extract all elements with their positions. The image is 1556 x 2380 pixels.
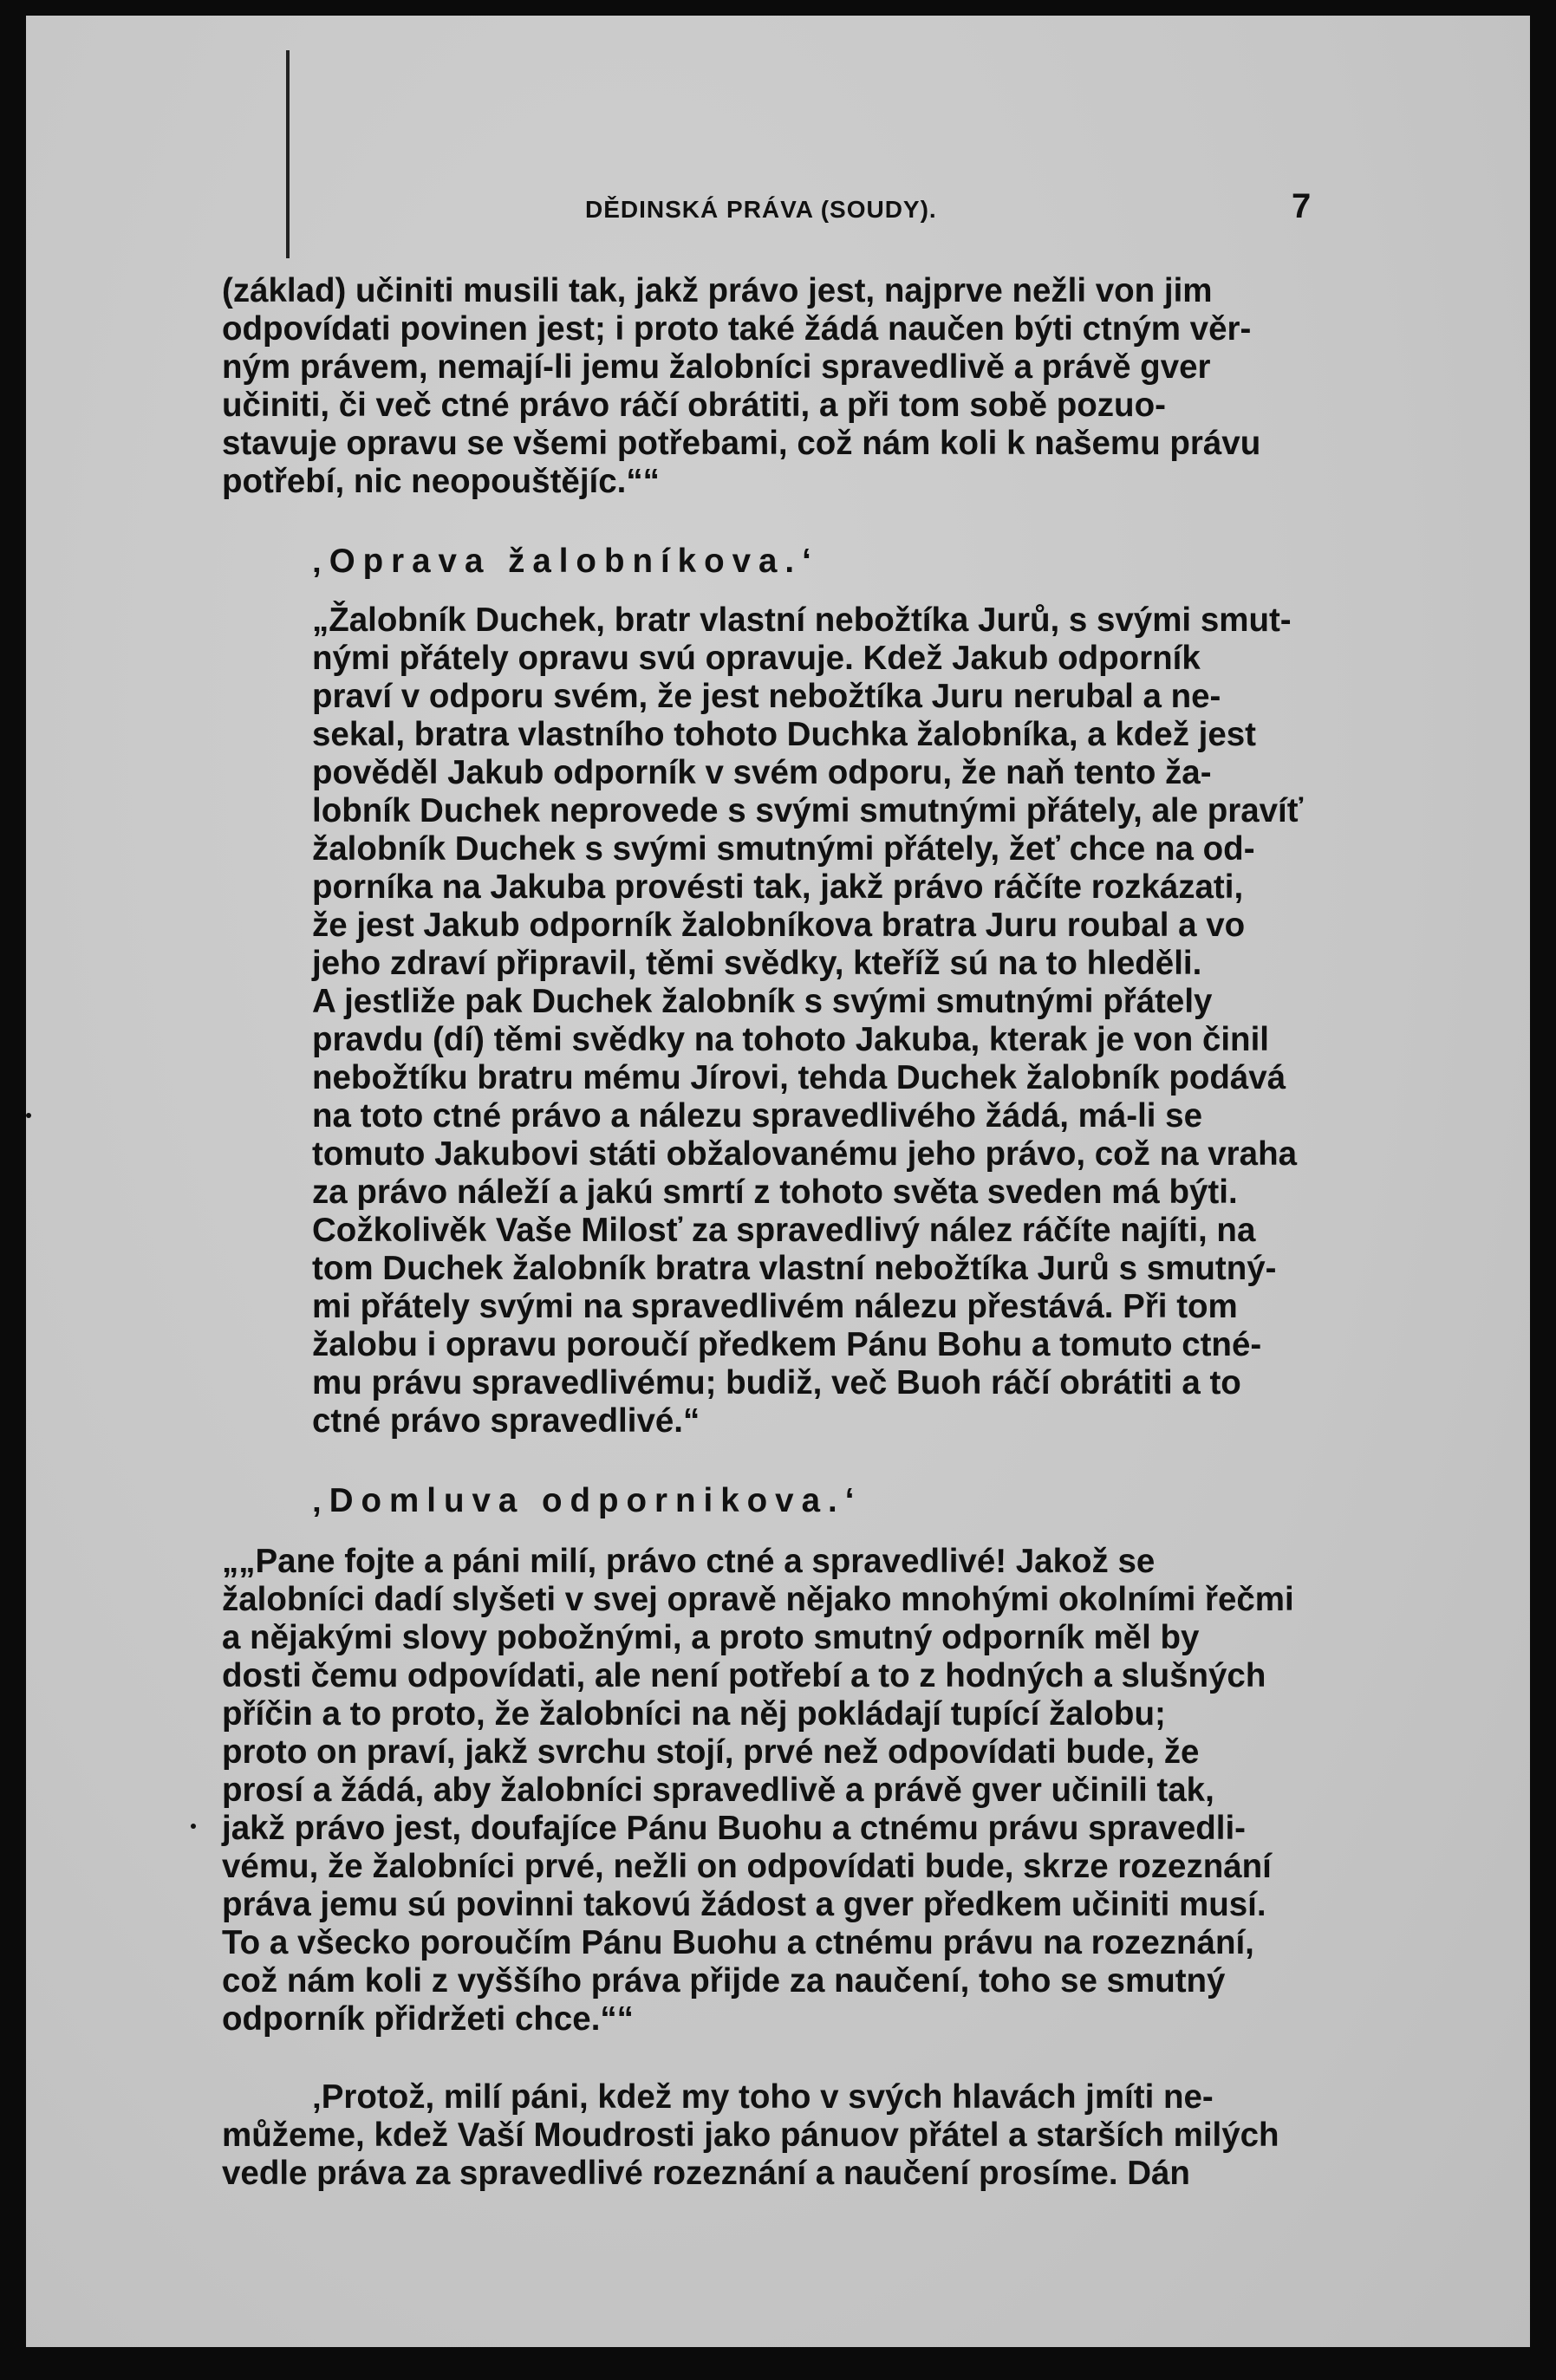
text-line: jeho zdraví připravil, těmi svědky, kteříž sú na to hleděli. <box>312 945 1202 982</box>
text-line: praví v odporu svém, že jest nebožtíka Juru nerubal a ne- <box>312 678 1221 715</box>
text-line: To a všecko poroučím Pánu Buohu a ctnému právu na rozeznání, <box>222 1924 1254 1961</box>
text-line: žalobník Duchek s svými smutnými přátely, žeť chce na od- <box>312 830 1255 868</box>
text-line: Cožkolivěk Vaše Milosť za spravedlivý nález ráčíte najíti, na <box>312 1212 1256 1249</box>
text-line: což nám koli z vyššího práva přijde za naučení, toho se smutný <box>222 1962 1226 2000</box>
text-line: pravdu (dí) těmi svědky na tohoto Jakuba, kterak je von činil <box>312 1021 1269 1058</box>
text-line: mi přátely svými na spravedlivém nálezu přestává. Při tom <box>312 1288 1238 1325</box>
page-number: 7 <box>1292 187 1312 225</box>
text-line: žalobníci dadí slyšeti v svej opravě nějako mnohými okolními řečmi <box>222 1581 1294 1618</box>
text-line: prosí a žádá, aby žalobníci spravedlivě a právě gver učinili tak, <box>222 1772 1214 1809</box>
text-line: potřebí, nic neopouštějíc.““ <box>222 463 660 500</box>
text-line: sekal, bratra vlastního tohoto Duchka žalobníka, a kdež jest <box>312 716 1256 753</box>
text-line: „Žalobník Duchek, bratr vlastní nebožtíka Jurů, s svými smut- <box>312 602 1292 639</box>
text-line: porníka na Jakuba provésti tak, jakž právo ráčíte rozkázati, <box>312 868 1244 906</box>
text-line: tom Duchek žalobník bratra vlastní nebožtíka Jurů s smutný- <box>312 1250 1277 1287</box>
text-line: žalobu i opravu poroučí předkem Pánu Bohu a tomuto ctné- <box>312 1326 1262 1363</box>
text-line: dosti čemu odpovídati, ale není potřebí a to z hodných a slušných <box>222 1657 1266 1694</box>
text-line: vedle práva za spravedlivé rozeznání a naučení prosíme. Dán <box>222 2155 1190 2192</box>
text-line: učiniti, či več ctné právo ráčí obrátiti, a při tom sobě pozuo- <box>222 387 1166 424</box>
page-fold-line <box>286 50 290 258</box>
text-line: příčin a to proto, že žalobníci na něj pokládají tupící žalobu; <box>222 1695 1166 1733</box>
text-line: a nějakými slovy pobožnými, a proto smutný odporník měl by <box>222 1619 1200 1656</box>
book-page <box>26 16 1530 2347</box>
text-line: můžeme, kdež Vaší Moudrosti jako pánuov přátel a starších milých <box>222 2117 1279 2154</box>
text-line: nebožtíku bratru mému Jírovi, tehda Duchek žalobník podává <box>312 1059 1286 1096</box>
text-line: lobník Duchek neprovede s svými smutnými přátely, ale pravíť <box>312 792 1304 829</box>
margin-dot <box>26 1113 31 1118</box>
text-line: proto on praví, jakž svrchu stojí, prvé než odpovídati bude, že <box>222 1733 1200 1771</box>
text-line: tomuto Jakubovi státi obžalovanému jeho právo, což na vraha <box>312 1135 1297 1173</box>
section-heading-oprava: ‚Oprava žalobníkova.‘ <box>312 543 819 580</box>
text-line: jakž právo jest, doufajíce Pánu Buohu a ctnému právu spravedli- <box>222 1810 1246 1847</box>
text-line: za právo náleží a jakú smrtí z tohoto světa sveden má býti. <box>312 1174 1238 1211</box>
text-line: pověděl Jakub odporník v svém odporu, že naň tento ža- <box>312 754 1212 791</box>
text-line: vému, že žalobníci prvé, nežli on odpovídati bude, skrze rozeznání <box>222 1848 1272 1885</box>
text-line: (základ) učiniti musili tak, jakž právo jest, najprve nežli von jim <box>222 272 1213 309</box>
text-line: práva jemu sú povinni takovú žádost a gver předkem učiniti musí. <box>222 1886 1266 1923</box>
section-heading-domluva: ‚Domluva odpornikova.‘ <box>312 1482 863 1519</box>
text-line: A jestliže pak Duchek žalobník s svými smutnými přátely <box>312 983 1213 1020</box>
text-line: že jest Jakub odporník žalobníkova bratra Juru roubal a vo <box>312 907 1246 944</box>
running-head: DĚDINSKÁ PRÁVA (SOUDY). <box>585 196 937 223</box>
text-line: odpovídati povinen jest; i proto také žádá naučen býti ctným věr- <box>222 310 1252 348</box>
margin-dot <box>191 1824 196 1829</box>
text-line: ‚Protož, milí páni, kdež my toho v svých hlavách jmíti ne- <box>312 2078 1214 2116</box>
text-line: odporník přidržeti chce.““ <box>222 2000 634 2038</box>
text-line: na toto ctné právo a nálezu spravedlivého žádá, má-li se <box>312 1097 1202 1135</box>
text-line: stavuje opravu se všemi potřebami, což nám koli k našemu právu <box>222 425 1261 462</box>
text-line: ctné právo spravedlivé.“ <box>312 1402 700 1440</box>
text-line: ným právem, nemají-li jemu žalobníci spravedlivě a právě gver <box>222 348 1211 386</box>
text-line: „„Pane fojte a páni milí, právo ctné a spravedlivé! Jakož se <box>222 1543 1156 1580</box>
text-line: mu právu spravedlivému; budiž, več Buoh ráčí obrátiti a to <box>312 1364 1241 1401</box>
text-line: nými přátely opravu svú opravuje. Kdež Jakub odporník <box>312 640 1201 677</box>
